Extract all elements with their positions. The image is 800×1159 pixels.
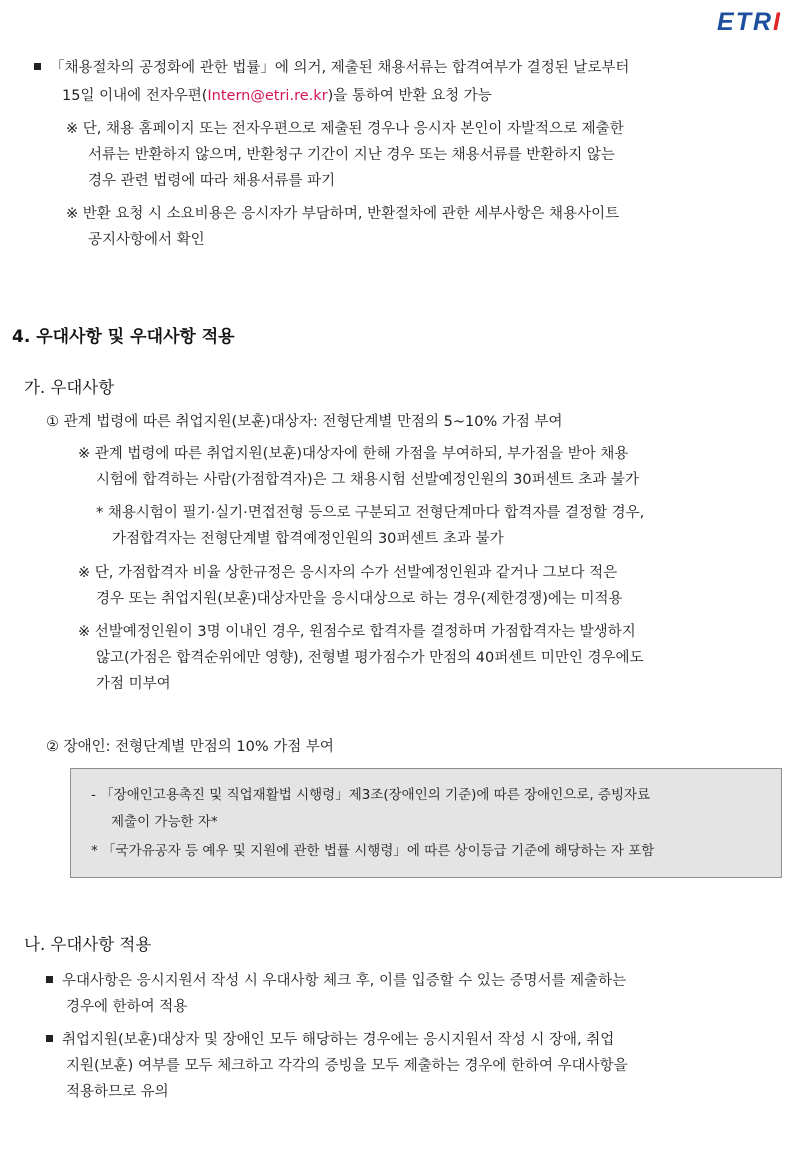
item1-note1a-line2: 가점합격자는 전형단계별 합격예정인원의 30퍼센트 초과 불가 bbox=[112, 531, 504, 547]
email-link[interactable]: Intern@etri.re.kr bbox=[207, 88, 328, 104]
subsection-b-title: 나. 우대사항 적용 bbox=[24, 935, 152, 954]
application-b2-line2: 지원(보훈) 여부를 모두 체크하고 각각의 증빙을 모두 제출하는 경우에 한하여 우대사항을 bbox=[66, 1058, 628, 1074]
return-paragraph-line2: 15일 이내에 전자우편(Intern@etri.re.kr)을 통하여 반환 요청 가능 bbox=[62, 88, 492, 104]
item1-note2-line2: 경우 또는 취업지원(보훈)대상자만을 응시대상으로 하는 경우(제한경쟁)에는 미적용 bbox=[96, 591, 623, 607]
application-b1-line2: 경우에 한하여 적용 bbox=[66, 999, 188, 1015]
square-bullet-icon bbox=[34, 63, 41, 70]
preference-item1: ① 관계 법령에 따른 취업지원(보훈)대상자: 전형단계별 만점의 5~10% 가점 부여 bbox=[46, 414, 563, 430]
square-bullet-icon bbox=[46, 1035, 53, 1042]
return-note2-line2: 공지사항에서 확인 bbox=[88, 232, 205, 248]
item1-note1-line1: ※ 관계 법령에 따른 취업지원(보훈)대상자에 한해 가점을 부여하되, 부가점을 받아 채용 bbox=[78, 446, 629, 462]
preference-item2: ② 장애인: 전형단계별 만점의 10% 가점 부여 bbox=[46, 739, 334, 755]
subsection-a-title: 가. 우대사항 bbox=[24, 378, 115, 397]
section4-title: 4. 우대사항 및 우대사항 적용 bbox=[12, 327, 235, 347]
square-bullet-icon bbox=[46, 976, 53, 983]
application-b2-line1: 취업지원(보훈)대상자 및 장애인 모두 해당하는 경우에는 응시지원서 작성 시 장애, 취업 bbox=[46, 1030, 614, 1050]
item1-note1-line2: 시험에 합격하는 사람(가점합격자)은 그 채용시험 선발예정인원의 30퍼센트 초과 불가 bbox=[96, 472, 639, 488]
return-note1-line2: 서류는 반환하지 않으며, 반환청구 기간이 지난 경우 또는 채용서류를 반환하지 않는 bbox=[88, 147, 615, 163]
box-line1: - 「장애인고용촉진 및 직업재활법 시행령」제3조(장애인의 기준)에 따른 장애인으로, 증빙자료 bbox=[91, 787, 651, 803]
item1-note3-line1: ※ 선발예정인원이 3명 이내인 경우, 원점수로 합격자를 결정하며 가점합격자는 발생하지 bbox=[78, 624, 636, 640]
return-note2-line1: ※ 반환 요청 시 소요비용은 응시자가 부담하며, 반환절차에 관한 세부사항은 채용사이트 bbox=[66, 206, 620, 222]
return-paragraph-line1: 「채용절차의 공정화에 관한 법률」에 의거, 제출된 채용서류는 합격여부가 결정된 날로부터 bbox=[34, 58, 629, 78]
disability-criteria-box bbox=[70, 768, 782, 878]
box-line3: * 「국가유공자 등 예우 및 지원에 관한 법률 시행령」에 따른 상이등급 기준에 해당하는 자 포함 bbox=[91, 843, 655, 859]
return-note1-line3: 경우 관련 법령에 따라 채용서류를 파기 bbox=[88, 173, 336, 189]
item1-note1a-line1: * 채용시험이 필기·실기·면접전형 등으로 구분되고 전형단계마다 합격자를 결정할 경우, bbox=[96, 505, 645, 521]
item1-note3-line2: 않고(가점은 합격순위에만 영향), 전형별 평가점수가 만점의 40퍼센트 미만인 경우에도 bbox=[96, 650, 644, 666]
item1-note3-line3: 가점 미부여 bbox=[96, 676, 171, 692]
etri-logo: ETRI bbox=[717, 8, 782, 36]
application-b1-line1: 우대사항은 응시지원서 작성 시 우대사항 체크 후, 이를 입증할 수 있는 증명서를 제출하는 bbox=[46, 971, 626, 991]
item1-note2-line1: ※ 단, 가점합격자 비율 상한규정은 응시자의 수가 선발예정인원과 같거나 그보다 적은 bbox=[78, 565, 618, 581]
box-line2: 제출이 가능한 자* bbox=[111, 814, 218, 830]
application-b2-line3: 적용하므로 유의 bbox=[66, 1084, 169, 1100]
return-note1-line1: ※ 단, 채용 홈페이지 또는 전자우편으로 제출된 경우나 응시자 본인이 자발적으로 제출한 bbox=[66, 121, 624, 137]
